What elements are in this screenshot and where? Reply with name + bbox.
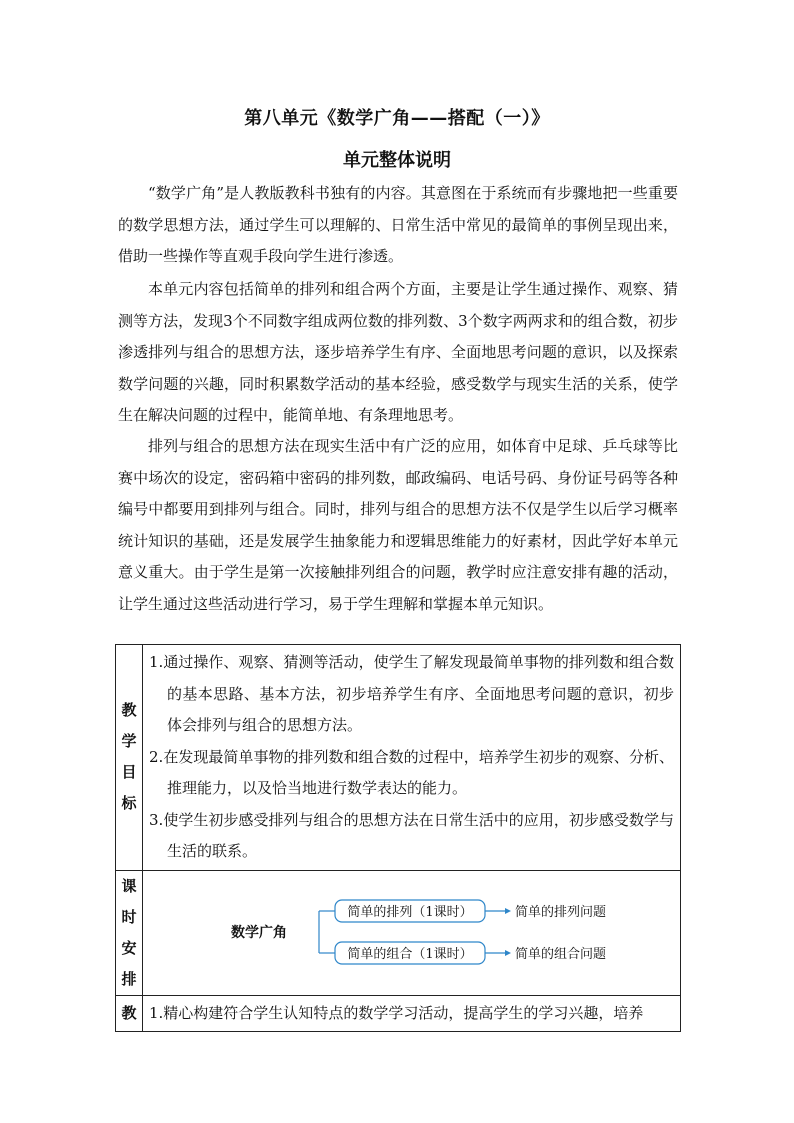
paragraph-significance: 排列与组合的思想方法在现实生活中有广泛的应用，如体育中足球、乒乓球等比赛中场次的设定，密码箱中密码的排列数，邮政编码、电话号码、身份证号码等各种编号中都要用到排列与组合。同时，排列与组合的思想方法不仅是学生以后学习概率统计知识的基础，还是发展学生抽象能力和逻辑思维能力的好素材，因此学好本单元意义重大。由于学生是第一次接触排列组合的问题，教学时应注意安排有趣的活动，让学生通过这些活动进行学习，易于学生理解和掌握本单元知识。	[118, 437, 678, 613]
goals-label-char: 目	[121, 763, 137, 782]
schedule-diagram-cell	[143, 870, 681, 995]
branch-box-label: 简单的排列（1课时）	[347, 904, 473, 920]
branch-box-label: 简单的组合（1课时）	[347, 946, 473, 962]
teaching-label-char: 教	[121, 1003, 137, 1022]
schedule-row	[116, 870, 681, 995]
teaching-label	[116, 995, 143, 1032]
goals-label-char: 学	[121, 732, 137, 751]
diagram-bracket	[319, 911, 335, 953]
goal-item: 2.在发现最简单事物的排列数和组合数的过程中，培养学生初步的观察、分析、推理能力，以及恰当地进行数学表达的能力。	[149, 747, 674, 797]
diagram-branch-permutation	[335, 900, 606, 922]
unit-plan-table	[115, 644, 681, 1032]
schedule-diagram	[143, 871, 681, 997]
goal-item: 1.通过操作、观察、猜测等活动，使学生了解发现最简单事物的排列数和组合数的基本思路、基本方法，初步培养学生有序、全面地思考问题的意识，初步体会排列与组合的思想方法。	[149, 653, 674, 734]
schedule-label-char: 安	[121, 938, 137, 957]
paragraph-content: 本单元内容包括简单的排列和组合两个方面，主要是让学生通过操作、观察、猜测等方法，发现3个不同数字组成两位数的排列数、3个数字两两求和的组合数，初步渗透排列与组合的思想方法，逐步培养学生有序、全面地思考问题的意识，以及探索数学问题的兴趣，同时积累数学活动的基本经验，感受数学与现实生活的关系，使学生在解决问题的过程中，能简单地、有条理地思考。	[118, 280, 678, 424]
goals-label-char: 教	[121, 701, 137, 720]
teaching-content	[143, 995, 681, 1032]
teaching-text: 1.精心构建符合学生认知特点的数学学习活动，提高学生的学习兴趣，培养	[149, 1003, 644, 1022]
arrow-right-icon	[505, 950, 511, 956]
diagram-root-label: 数学广角	[231, 924, 287, 941]
document-subtitle: 单元整体说明	[343, 150, 451, 171]
schedule-label	[116, 870, 143, 995]
goals-row	[116, 645, 681, 871]
diagram-branch-combination	[335, 942, 606, 964]
schedule-label-char: 排	[121, 969, 137, 988]
branch-result: 简单的排列问题	[515, 904, 607, 920]
schedule-label-char: 课	[121, 876, 137, 895]
goals-label	[116, 645, 143, 871]
goals-content	[143, 645, 681, 871]
paragraph-intro: “数学广角”是人教版教科书独有的内容。其意图在于系统而有步骤地把一些重要的数学思想方法，通过学生可以理解的、日常生活中常见的最简单的事例呈现出来，借助一些操作等直观手段向学生进行渗透。	[118, 184, 678, 265]
schedule-label-char: 时	[121, 907, 137, 926]
branch-result: 简单的组合问题	[515, 946, 607, 962]
teaching-row	[116, 995, 681, 1032]
arrow-right-icon	[505, 908, 511, 914]
document-title: 第八单元《数学广角——搭配（一）》	[244, 108, 550, 129]
goals-label-char: 标	[121, 794, 137, 813]
goal-item: 3.使学生初步感受排列与组合的思想方法在日常生活中的应用，初步感受数学与生活的联系。	[149, 810, 674, 860]
